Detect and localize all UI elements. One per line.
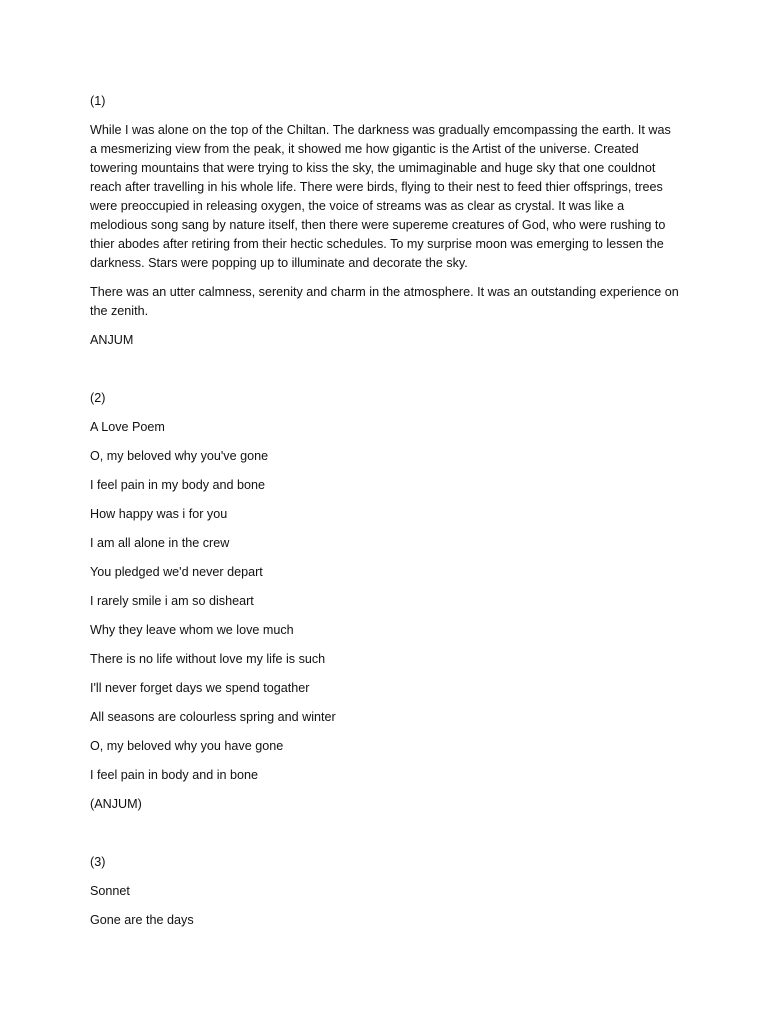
- section-1-author: ANJUM: [90, 333, 134, 347]
- poem-line: How happy was i for you: [90, 507, 228, 521]
- poem-line: I feel pain in my body and bone: [90, 478, 266, 492]
- poem-title: A Love Poem: [90, 420, 165, 434]
- poem-line: O, my beloved why you have gone: [90, 739, 284, 753]
- poem-line: There is no life without love my life is such: [90, 652, 326, 666]
- section-3-number: (3): [90, 855, 106, 869]
- poem-line: You pledged we'd never depart: [90, 565, 263, 579]
- poem-line: All seasons are colourless spring and winter: [90, 710, 336, 724]
- sonnet-first-line: Gone are the days: [90, 913, 194, 927]
- section-1-number: (1): [90, 94, 106, 108]
- section-2-number: (2): [90, 391, 106, 405]
- poem-line: I feel pain in body and in bone: [90, 768, 259, 782]
- section-1-paragraph-2: There was an utter calmness, serenity and charm in the atmosphere. It was an outstanding experience on the zenith.: [90, 285, 679, 318]
- document-page: [90, 92, 680, 940]
- section-spacer: [90, 360, 680, 389]
- poem-line: I'll never forget days we spend togather: [90, 681, 310, 695]
- poem-line: O, my beloved why you've gone: [90, 449, 269, 463]
- poem-lines: [90, 447, 680, 785]
- section-2-author: (ANJUM): [90, 797, 142, 811]
- sonnet-title: Sonnet: [90, 884, 130, 898]
- section-spacer: [90, 824, 680, 853]
- poem-line: I am all alone in the crew: [90, 536, 230, 550]
- poem-line: Why they leave whom we love much: [90, 623, 294, 637]
- poem-line: I rarely smile i am so disheart: [90, 594, 254, 608]
- section-1-paragraph-1: While I was alone on the top of the Chiltan. The darkness was gradually emcompassing the earth. It was a mesmerizing view from the peak, it showed me how gigantic is the Artist of the universe. Created towering mountains that were trying to kiss the sky, the umimaginable and huge sky that one couldnot reach after travelling in his whole life. There were birds, flying to their nest to feed thier offsprings, trees were preoccupied in releasing oxygen, the voice of streams was as clear as crystal. It was like a melodious song sang by nature itself, then there were supereme creatures of God, who were rushing to thier abodes after retiring from their hectic schedules. To my surprise moon was emerging to lessen the darkness. Stars were popping up to illuminate and decorate the sky.: [90, 123, 671, 270]
